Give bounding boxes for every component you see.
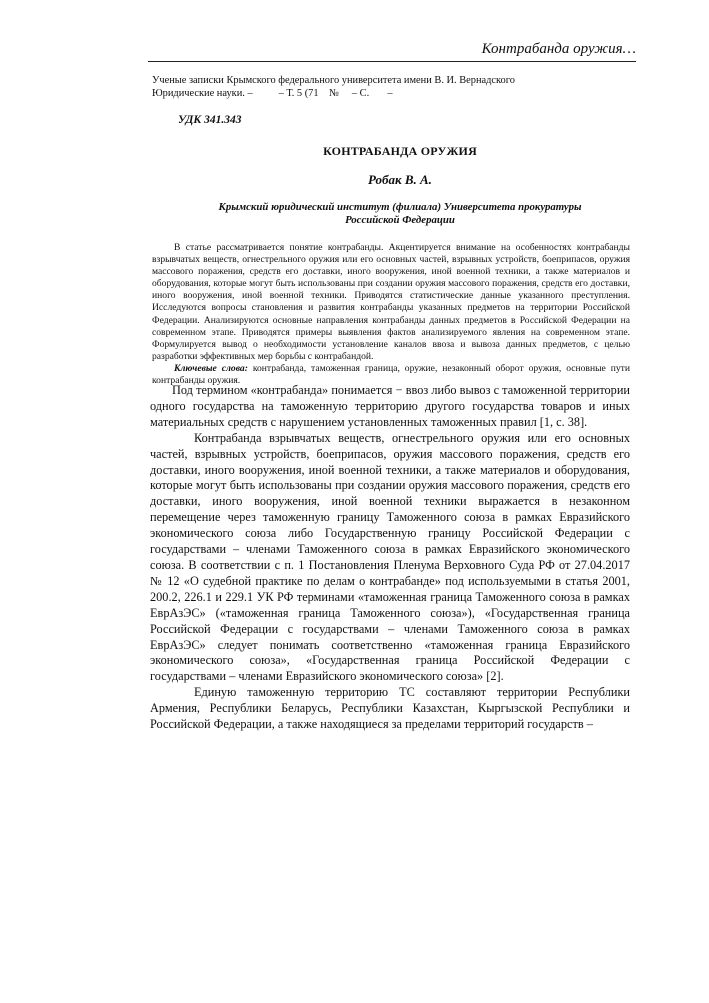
running-head: Контрабанда оружия… <box>481 41 636 57</box>
author-affiliation: Крымский юридический институт (филиала) Университета прокуратуры Российской Федерации <box>218 201 582 226</box>
article-title: КОНТРАБАНДА ОРУЖИЯ <box>323 144 477 158</box>
journal-volume-line: Юридические науки. – – Т. 5 (71 № – С. – <box>152 88 393 100</box>
abstract-text: В статье рассматривается понятие контрабанды. Акцентируется внимание на особенностях контрабанды взрывчатых веществ, огнестрельного оружия или его основных частей, взрывных устройств, боеприпасов, оружия массового поражения, средств его доставки, иного вооружения, иной военной техники, а также материалов и оборудования, которые могут быть использованы при создании оружия массового поражения, средств его доставки, иного вооружения, иной военной техники. Приводятся статистические данные указанного преступления. Исследуются вопросы становления и развития контрабанды указанных предметов на территории Российской Федерации. Анализируются основные направления контрабанды данных предметов в Российской Федерации на современном этапе. Приводятся примеры выявления фактов анализируемого явления на современном этапе. Формулируется вывод о необходимости установление каналов ввоза и вывоза данных предметов, с целью разработки эффективных мер борьбы с контрабандой. <box>152 242 630 362</box>
header-rule <box>148 61 636 62</box>
body-paragraph-2: Контрабанда взрывчатых веществ, огнестрельного оружия или его основных частей, взрывных устройств, боеприпасов, оружия массового поражения, средств его доставки, иного вооружения, иной военной техники, а также материалов и оборудования, которые могут быть использованы при создании оружия массового поражения, средств его доставки, иного вооружения, иной военной техники выражается в незаконном перемещение через таможенную границу Таможенного союза в рамках Евразийского экономического союза либо Государственную границу Российской Федерации с государствами – членами Таможенного союза в рамках Евразийского экономического союза. В соответствии с п. 1 Постановления Пленума Верховного Суда РФ от 27.04.2017 № 12 «О судебной практике по делам о контрабанде» под используемыми в статья 2001, 200.2, 226.1 и 229.1 УК РФ терминами «таможенная граница Таможенного союза в рамках ЕврАзЭС» («таможенная граница Таможенного союза»), «Государственная граница Российской Федерации с государствами – членами Таможенного союза в рамках ЕврАзЭС» следует понимать соответственно «таможенная граница Евразийского экономического союза», «Государственная граница Российской Федерации с государствами – членами Евразийского экономического союза» [2]. <box>150 430 630 684</box>
body-paragraph-1: Под термином «контрабанда» понимается − ввоз либо вывоз с таможенной территории одного государства на таможенную территорию другого государства товаров и иных материальных средств с нарушением установленных таможенных правил [1, с. 38]. <box>150 383 630 429</box>
journal-title-line: Ученые записки Крымского федерального университета имени В. И. Вернадского <box>152 75 515 86</box>
abstract <box>152 242 630 387</box>
body-paragraph-3: Единую таможенную территорию ТС составляют территории Республики Армения, Республики Беларусь, Республики Казахстан, Кыргызской Республики и Российской Федерации, а также находящиеся за пределами территорий государств – <box>150 685 630 732</box>
journal-info <box>152 74 632 101</box>
article-author: Робак В. А. <box>368 172 432 187</box>
keywords-label: Ключевые слова: <box>174 362 248 374</box>
keywords-text: контрабанда, таможенная граница, оружие, незаконный оборот оружия, основные пути контрабанды оружия. <box>152 362 630 387</box>
udc-code: УДК 341.343 <box>178 114 242 126</box>
article-body <box>150 383 630 733</box>
